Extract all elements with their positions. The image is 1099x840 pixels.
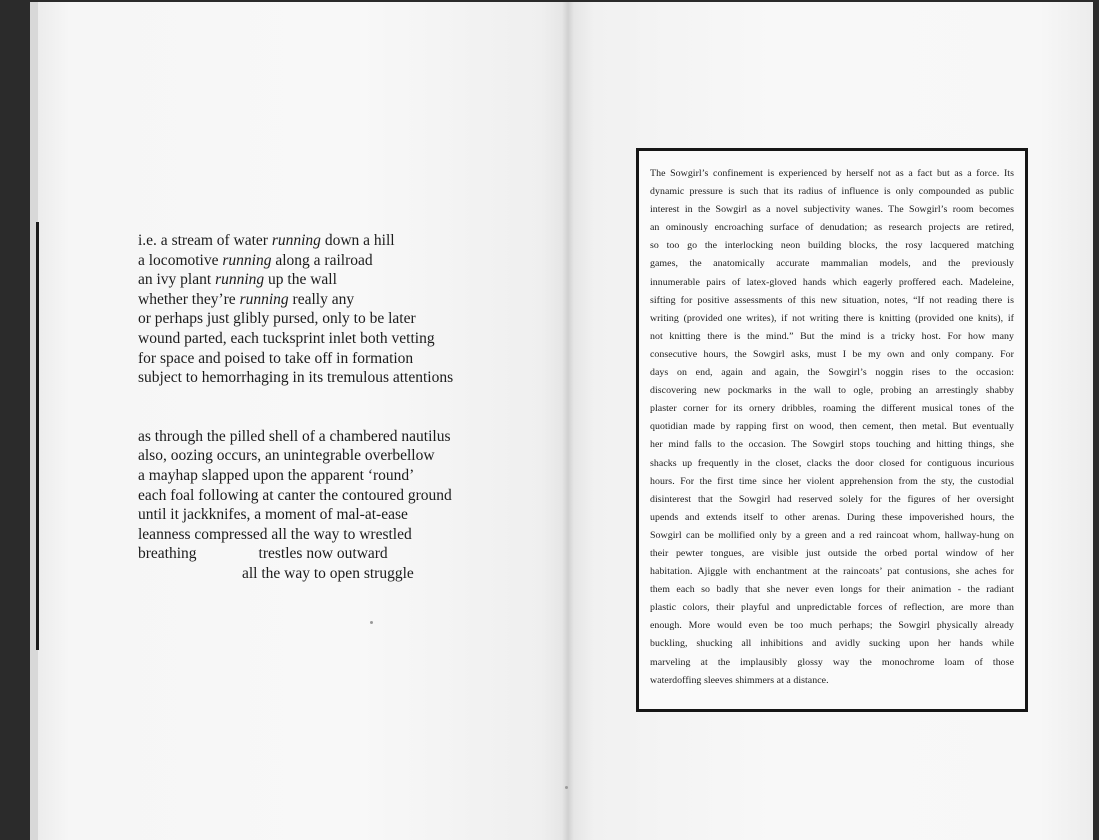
prose-line: so too go the interlocking neon building blocks, the rosy lacquered matching	[650, 240, 1014, 252]
poem-line: leanness compressed all the way to wrestled	[138, 525, 412, 543]
book-gutter	[562, 2, 574, 840]
vertical-rule	[36, 222, 39, 650]
poem-line: all the way to open struggle	[242, 564, 414, 582]
prose-line: Sowgirl can be mollified only by a green and a red raincoat whom, hallway-hung on	[650, 529, 1014, 541]
poem-line: also, oozing occurs, an unintegrable overbellow	[138, 447, 435, 465]
prose-line: them each so badly that she never even longs for their animation - the radiant	[650, 584, 1014, 596]
poem-stanza-1	[138, 231, 538, 388]
poem-line: each foal following at canter the contoured ground	[138, 486, 452, 504]
poem-line: until it jackknifes, a moment of mal-at-ease	[138, 506, 408, 524]
poem-line: as through the pilled shell of a chambered nautilus	[138, 427, 451, 445]
prose-line: sifting for positive assessments of this new situation, notes, “If not reading there is	[650, 294, 1014, 306]
prose-line: shacks up frequently in the closet, clacks the door closed for contiguous incurious	[650, 457, 1014, 469]
prose-line: discovering new pockmarks in the wall to ogle, probing an arrestingly shabby	[650, 385, 1014, 397]
prose-line: innumerable pairs of latex-gloved hands which eagerly proffered each. Madeleine,	[650, 276, 1014, 288]
prose-line: days on end, again and again, the Sowgirl’s noggin rises to the occasion:	[650, 367, 1014, 379]
prose-line: interest in the Sowgirl as a novel subjectivity wanes. The Sowgirl’s room becomes	[650, 204, 1014, 216]
poem-line: for space and poised to take off in formation	[138, 349, 414, 367]
prose-line: disinterest that the Sowgirl had reserved solely for the figures of her oversight	[650, 493, 1014, 505]
prose-line: marveling at the implausibly glossy way the monochrome loam of those	[650, 656, 1014, 668]
poem-line: i.e. a stream of water running down a hill	[138, 232, 395, 249]
prose-line: waterdoffing sleeves shimmers at a distance.	[650, 674, 829, 686]
prose-line: enough. More would even be too much perhaps; the Sowgirl physically already	[650, 620, 1014, 632]
poem-line: an ivy plant running up the wall	[138, 271, 337, 289]
prose-line: writing (provided one writes), if not writing there is knitting (provided one knits), if	[650, 312, 1014, 324]
prose-line: dynamic pressure is such that its radius of influence is only compounded as public	[650, 186, 1014, 198]
poem-line: subject to hemorrhaging in its tremulous attentions	[138, 369, 454, 387]
poem-stanza-2	[138, 427, 538, 584]
prose-line: The Sowgirl’s confinement is experienced by herself not as a fact but as a force. Its	[650, 168, 1014, 179]
poem-line: whether they’re running really any	[138, 290, 355, 308]
prose-line: buckling, shucking all inhibitions and avidly sucking upon her hands while	[650, 638, 1014, 650]
poem-line: or perhaps just glibly pursed, only to be later	[138, 310, 416, 328]
poem-line: wound parted, each tucksprint inlet both vetting	[138, 329, 435, 347]
prose-line: an ominously encroaching surface of denudation; as research projects are retired,	[650, 222, 1014, 234]
prose-line: plastic colors, their playful and unpredictable forces of reflection, are more than	[650, 602, 1014, 614]
prose-line: plaster corner for its ornery dribbles, roaming the different musical tones of the	[650, 403, 1014, 415]
poem-line: breathing trestles now outward	[138, 545, 388, 563]
prose-line: her mind falls to the occasion. The Sowgirl stops touching and hitting things, she	[650, 439, 1014, 451]
prose-line: their pewter tongues, are visible just outside the orbed portal window of her	[650, 547, 1014, 559]
prose-line: quotidian made by rapping first on wood, then cement, then metal. But eventually	[650, 421, 1014, 433]
poem-line: a mayhap slapped upon the apparent ‘round’	[138, 466, 415, 484]
page-speck	[565, 786, 568, 789]
prose-frame	[636, 148, 1028, 712]
prose-line: upends and extends itself to other arenas. During these impoverished hours, the	[650, 511, 1014, 523]
page-speck	[370, 621, 373, 624]
poem-line: a locomotive running along a railroad	[138, 251, 373, 269]
prose-line: hours. For the first time since her violent apprehension from the sty, the custodial	[650, 475, 1014, 487]
prose-line: consecutive hours, the Sowgirl asks, must I be my own and only company. For	[650, 348, 1014, 360]
prose-line: habitation. Ajiggle with enchantment at the raincoats’ pat contusions, she aches for	[650, 566, 1014, 578]
prose-text	[650, 165, 1014, 690]
poem	[138, 231, 538, 584]
prose-line: not knitting there is the mind.” But the mind is a tricky host. For how many	[650, 330, 1014, 342]
prose-line: games, the anatomically accurate mammalian models, and the previously	[650, 258, 1014, 270]
